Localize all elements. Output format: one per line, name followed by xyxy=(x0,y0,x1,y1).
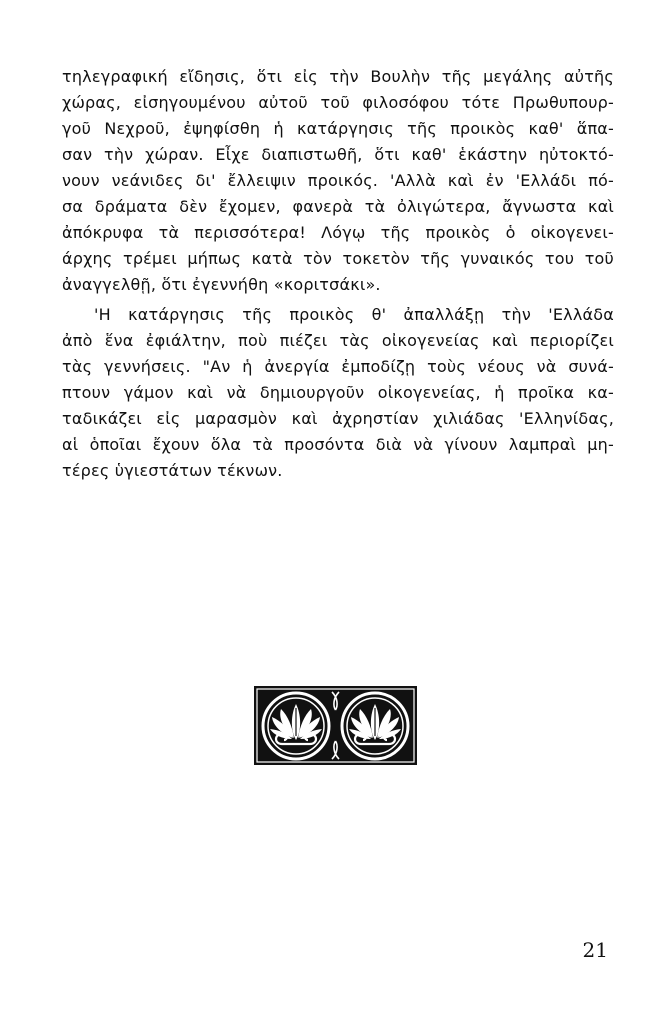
text-line: ἀπὸ ἕνα ἐφιάλτην, ποὺ πιέζει τὰς οἰκογενείας καὶ περιορίζει xyxy=(62,331,614,350)
text-line: τηλεγραφική εἴδησις, ὅτι εἰς τὴν Βουλὴν τῆς μεγάλης αὐτῆς xyxy=(62,67,614,86)
text-line: τέρες ὑγιεστάτων τέκνων. xyxy=(62,461,283,480)
text-line: άρχης τρέμει μήπως κατὰ τὸν τοκετὸν τῆς γυναικός του τοῦ xyxy=(62,249,614,268)
text-line: πτουν γάμον καὶ νὰ δημιουργοῦν οἰκογενείας, ἡ προῖκα κα- xyxy=(62,383,614,402)
text-line: σαν τὴν χώραν. Εἶχε διαπιστωθῆ, ὅτι καθ' ἑκάστην ηὐτοκτό- xyxy=(62,145,614,164)
text-line: χώρας, εἰσηγουμένου αὐτοῦ τοῦ φιλοσόφου τότε Πρωθυπουρ- xyxy=(62,93,614,112)
page-number: 21 xyxy=(582,938,608,962)
twin-palmette-ornament-icon xyxy=(254,686,417,765)
text-line: αἱ ὁποῖαι ἔχουν ὅλα τὰ προσόντα διὰ νὰ γίνουν λαμπραὶ μη- xyxy=(62,435,614,454)
text-line: ἀπόκρυφα τὰ περισσότερα! Λόγῳ τῆς προικὸς ὁ οἰκογενει- xyxy=(62,223,614,242)
text-line: σα δράματα δὲν ἔχομεν, φανερὰ τὰ ὀλιγώτερα, ἄγνωστα καὶ xyxy=(62,197,614,216)
paragraph-1 xyxy=(62,64,614,298)
paragraph-2 xyxy=(62,302,614,484)
text-line: γοῦ Νεχροῦ, ἐψηφίσθη ἡ κατάργησις τῆς προικὸς καθ' ἅπα- xyxy=(62,119,614,138)
text-line: νουν νεάνιδες δι' ἔλλειψιν προικός. 'Αλλὰ καὶ ἐν 'Ελλάδι πό- xyxy=(62,171,614,190)
text-line: τὰς γεννήσεις. "Αν ἡ ἀνεργία ἐμποδίζῃ τοὺς νέους νὰ συνά- xyxy=(62,357,614,376)
text-line: ταδικάζει εἰς μαρασμὸν καὶ ἀχρηστίαν χιλιάδας 'Ελληνίδας, xyxy=(62,409,614,428)
text-line: ἀναγγελθῇ, ὅτι ἐγεννήθη «κοριτσάκι». xyxy=(62,275,381,294)
text-line: 'Η κατάργησις τῆς προικὸς θ' ἀπαλλάξῃ τὴν 'Ελλάδα xyxy=(94,305,614,324)
body-text xyxy=(62,64,614,484)
